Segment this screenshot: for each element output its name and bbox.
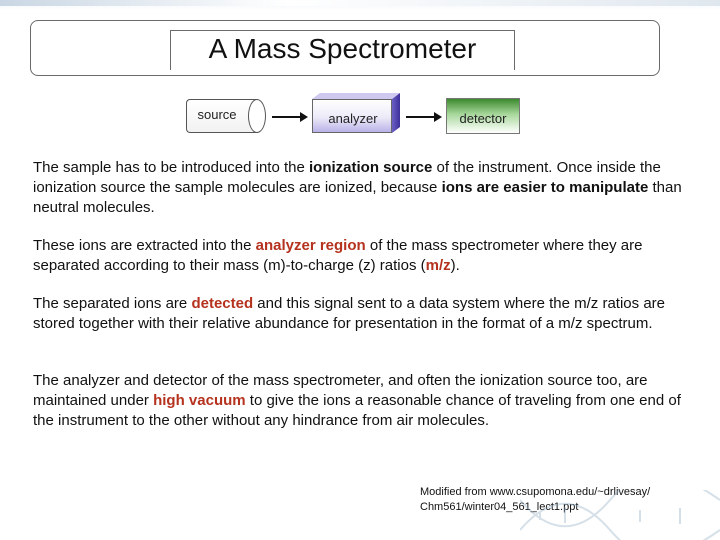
source-cylinder <box>186 99 266 133</box>
p3-text-a: The separated ions are <box>33 295 192 312</box>
analyzer-front-face <box>312 99 392 133</box>
p2-text-a: These ions are extracted into the <box>33 237 256 254</box>
p1-text-e: than neutral molecules. <box>33 179 682 216</box>
credit-line-1: Modified from www.csupomona.edu/~drlivesay/ <box>420 486 651 498</box>
analyzer-side-face <box>392 93 400 133</box>
paragraph-detection <box>33 294 693 334</box>
source-cylinder-cap <box>248 99 266 133</box>
p2-text-e: ). <box>450 257 460 274</box>
p1-bold-ionization-source: ionization source <box>309 159 433 176</box>
p2-red-analyzer-region: analyzer region <box>255 237 366 254</box>
paragraph-analyzer <box>33 236 693 276</box>
page-title: A Mass Spectrometer <box>208 33 477 64</box>
p4-text-a: The analyzer and detector of the mass spectrometer, and often the ionization source too, are maintained under <box>33 372 648 409</box>
detector-label: detector <box>459 111 507 126</box>
p3-text-c: and this signal sent to a data system where the m/z ratios are stored together with their relative abundance for presentation in the format of a m/z spectrum. <box>33 295 665 332</box>
p1-text-a: The sample has to be introduced into the <box>33 159 310 176</box>
p2-red-mz: m/z <box>425 257 451 274</box>
p2-text-c: of the mass spectrometer where they are separated according to their mass (m)-to-charge (z) ratios ( <box>33 237 643 274</box>
arrow-source-to-analyzer <box>272 116 306 118</box>
credit-line-2: Chm561/winter04_561_lect1.ppt <box>420 501 579 513</box>
analyzer-box <box>312 93 400 133</box>
source-label: source <box>197 107 237 122</box>
dna-helix-icon <box>520 490 720 540</box>
p3-red-detected: detected <box>191 295 254 312</box>
p1-bold-ions-easier: ions are easier to manipulate <box>441 179 649 196</box>
paragraph-ionization <box>33 158 693 218</box>
detector-box <box>446 98 520 134</box>
paragraph-vacuum <box>33 371 693 431</box>
analyzer-label: analyzer <box>328 111 378 126</box>
arrow-analyzer-to-detector <box>406 116 440 118</box>
p4-red-high-vacuum: high vacuum <box>153 392 246 409</box>
p1-text-c: of the instrument. Once inside the ionization source the sample molecules are ionized, because <box>33 159 661 196</box>
top-decor-strip <box>0 0 720 6</box>
p4-text-c: to give the ions a reasonable chance of traveling from one end of the instrument to the other without any hindrance from air molecules. <box>33 392 681 429</box>
